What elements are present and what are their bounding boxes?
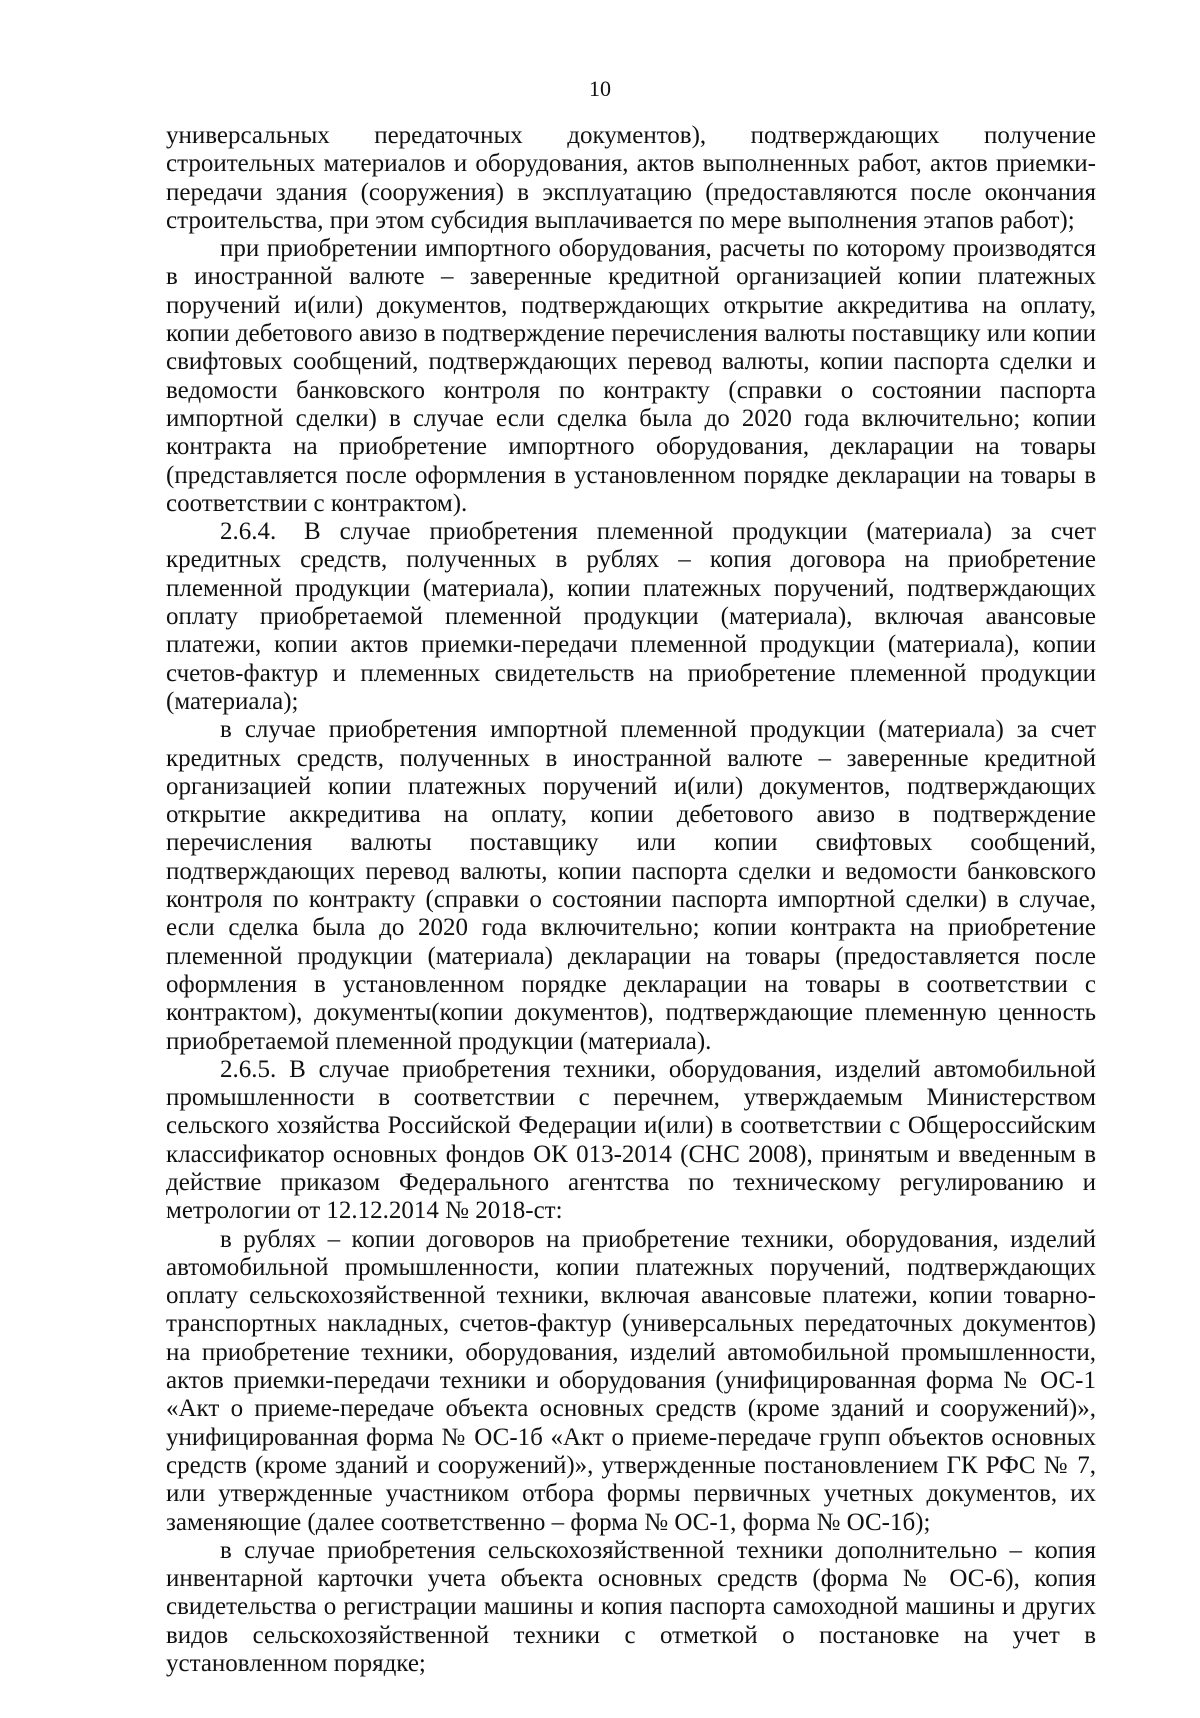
paragraph: в случае приобретения импортной племенной продукции (материала) за счет кредитных средств, полученных в иностранной валюте – заверенные кредитной организацией копии платежных поручений и(или) документов, подтверждающих открытие аккредитива на оплату, копии дебетового авизо в подтверждение перечисления валюты поставщику или копии свифтовых сообщений, подтверждающих перевод валюты, копии паспорта сделки и ведомости банковского контроля по контракту (справки о состоянии паспорта импортной сделки) в случае, если сделка была до 2020 года включительно; копии контракта на приобретение племенной продукции (материала) декларации на товары (предоставляется после оформления в установленном порядке декларации на товары в соответствии с контрактом), документы(копии документов), подтверждающие племенную ценность приобретаемой племенной продукции (материала). (166, 716, 1096, 1055)
document-body (166, 122, 1096, 1678)
page-number: 10 (589, 76, 611, 101)
paragraph: в рублях – копии договоров на приобретение техники, оборудования, изделий автомобильной промышленности, копии платежных поручений, подтверждающих оплату сельскохозяйственной техники, включая авансовые платежи, копии товарно-транспортных накладных, счетов-фактур (универсальных передаточных документов) на приобретение техники, оборудования, изделий автомобильной промышленности, актов приемки-передачи техники и оборудования (унифицированная форма № ОС-1 «Акт о приеме-передаче объекта основных средств (кроме зданий и сооружений)», унифицированная форма № ОС-1б «Акт о приеме-передаче групп объектов основных средств (кроме зданий и сооружений)», утвержденные постановлением ГК РФС № 7, или утвержденные участником отбора формы первичных учетных документов, их заменяющие (далее соответственно – форма № ОС-1, форма № ОС-1б); (166, 1225, 1096, 1536)
clause-2-6-5: 2.6.5. В случае приобретения техники, оборудования, изделий автомобильной промышленности в соответствии с перечнем, утверждаемым Министерством сельского хозяйства Российской Федерации и(или) в соответствии с Общероссийским классификатор основных фондов ОК 013-2014 (СНС 2008), принятым и введенным в действие приказом Федерального агентства по техническому регулированию и метрологии от 12.12.2014 № 2018-ст: (166, 1055, 1096, 1225)
clause-2-6-4 (166, 518, 1096, 716)
paragraph: при приобретении импортного оборудования, расчеты по которому производятся в иностранной валюте – заверенные кредитной организацией копии платежных поручений и(или) документов, подтверждающих открытие аккредитива на оплату, копии дебетового авизо в подтверждение перечисления валюты поставщику или копии свифтовых сообщений, подтверждающих перевод валюты, копии паспорта сделки и ведомости банковского контроля по контракту (справки о состоянии паспорта импортной сделки) в случае если сделка была до 2020 года включительно; копии контракта на приобретение импортного оборудования, декларации на товары (представляется после оформления в установленном порядке декларации на товары в соответствии с контрактом). (166, 235, 1096, 517)
paragraph: универсальных передаточных документов), подтверждающих получение строительных материалов и оборудования, актов выполненных работ, актов приемки-передачи здания (сооружения) в эксплуатацию (предоставляются после окончания строительства, при этом субсидия выплачивается по мере выполнения этапов работ); (166, 122, 1096, 234)
clause-text: В случае приобретения племенной продукции (материала) за счет кредитных средств, полученных в рублях – копия договора на приобретение племенной продукции (материала), копии платежных поручений, подтверждающих оплату приобретаемой племенной продукции (материала), включая авансовые платежи, копии актов приемки-передачи племенной продукции (материала), копии счетов-фактур и племенных свидетельств на приобретение племенной продукции (материала); (166, 518, 1096, 715)
clause-number: 2.6.4. (220, 518, 277, 546)
paragraph: в случае приобретения сельскохозяйственной техники дополнительно – копия инвентарной карточки учета объекта основных средств (форма № ОС-6), копия свидетельства о регистрации машины и копия паспорта самоходной машины и других видов сельскохозяйственной техники с отметкой о постановке на учет в установленном порядке; (166, 1536, 1096, 1678)
